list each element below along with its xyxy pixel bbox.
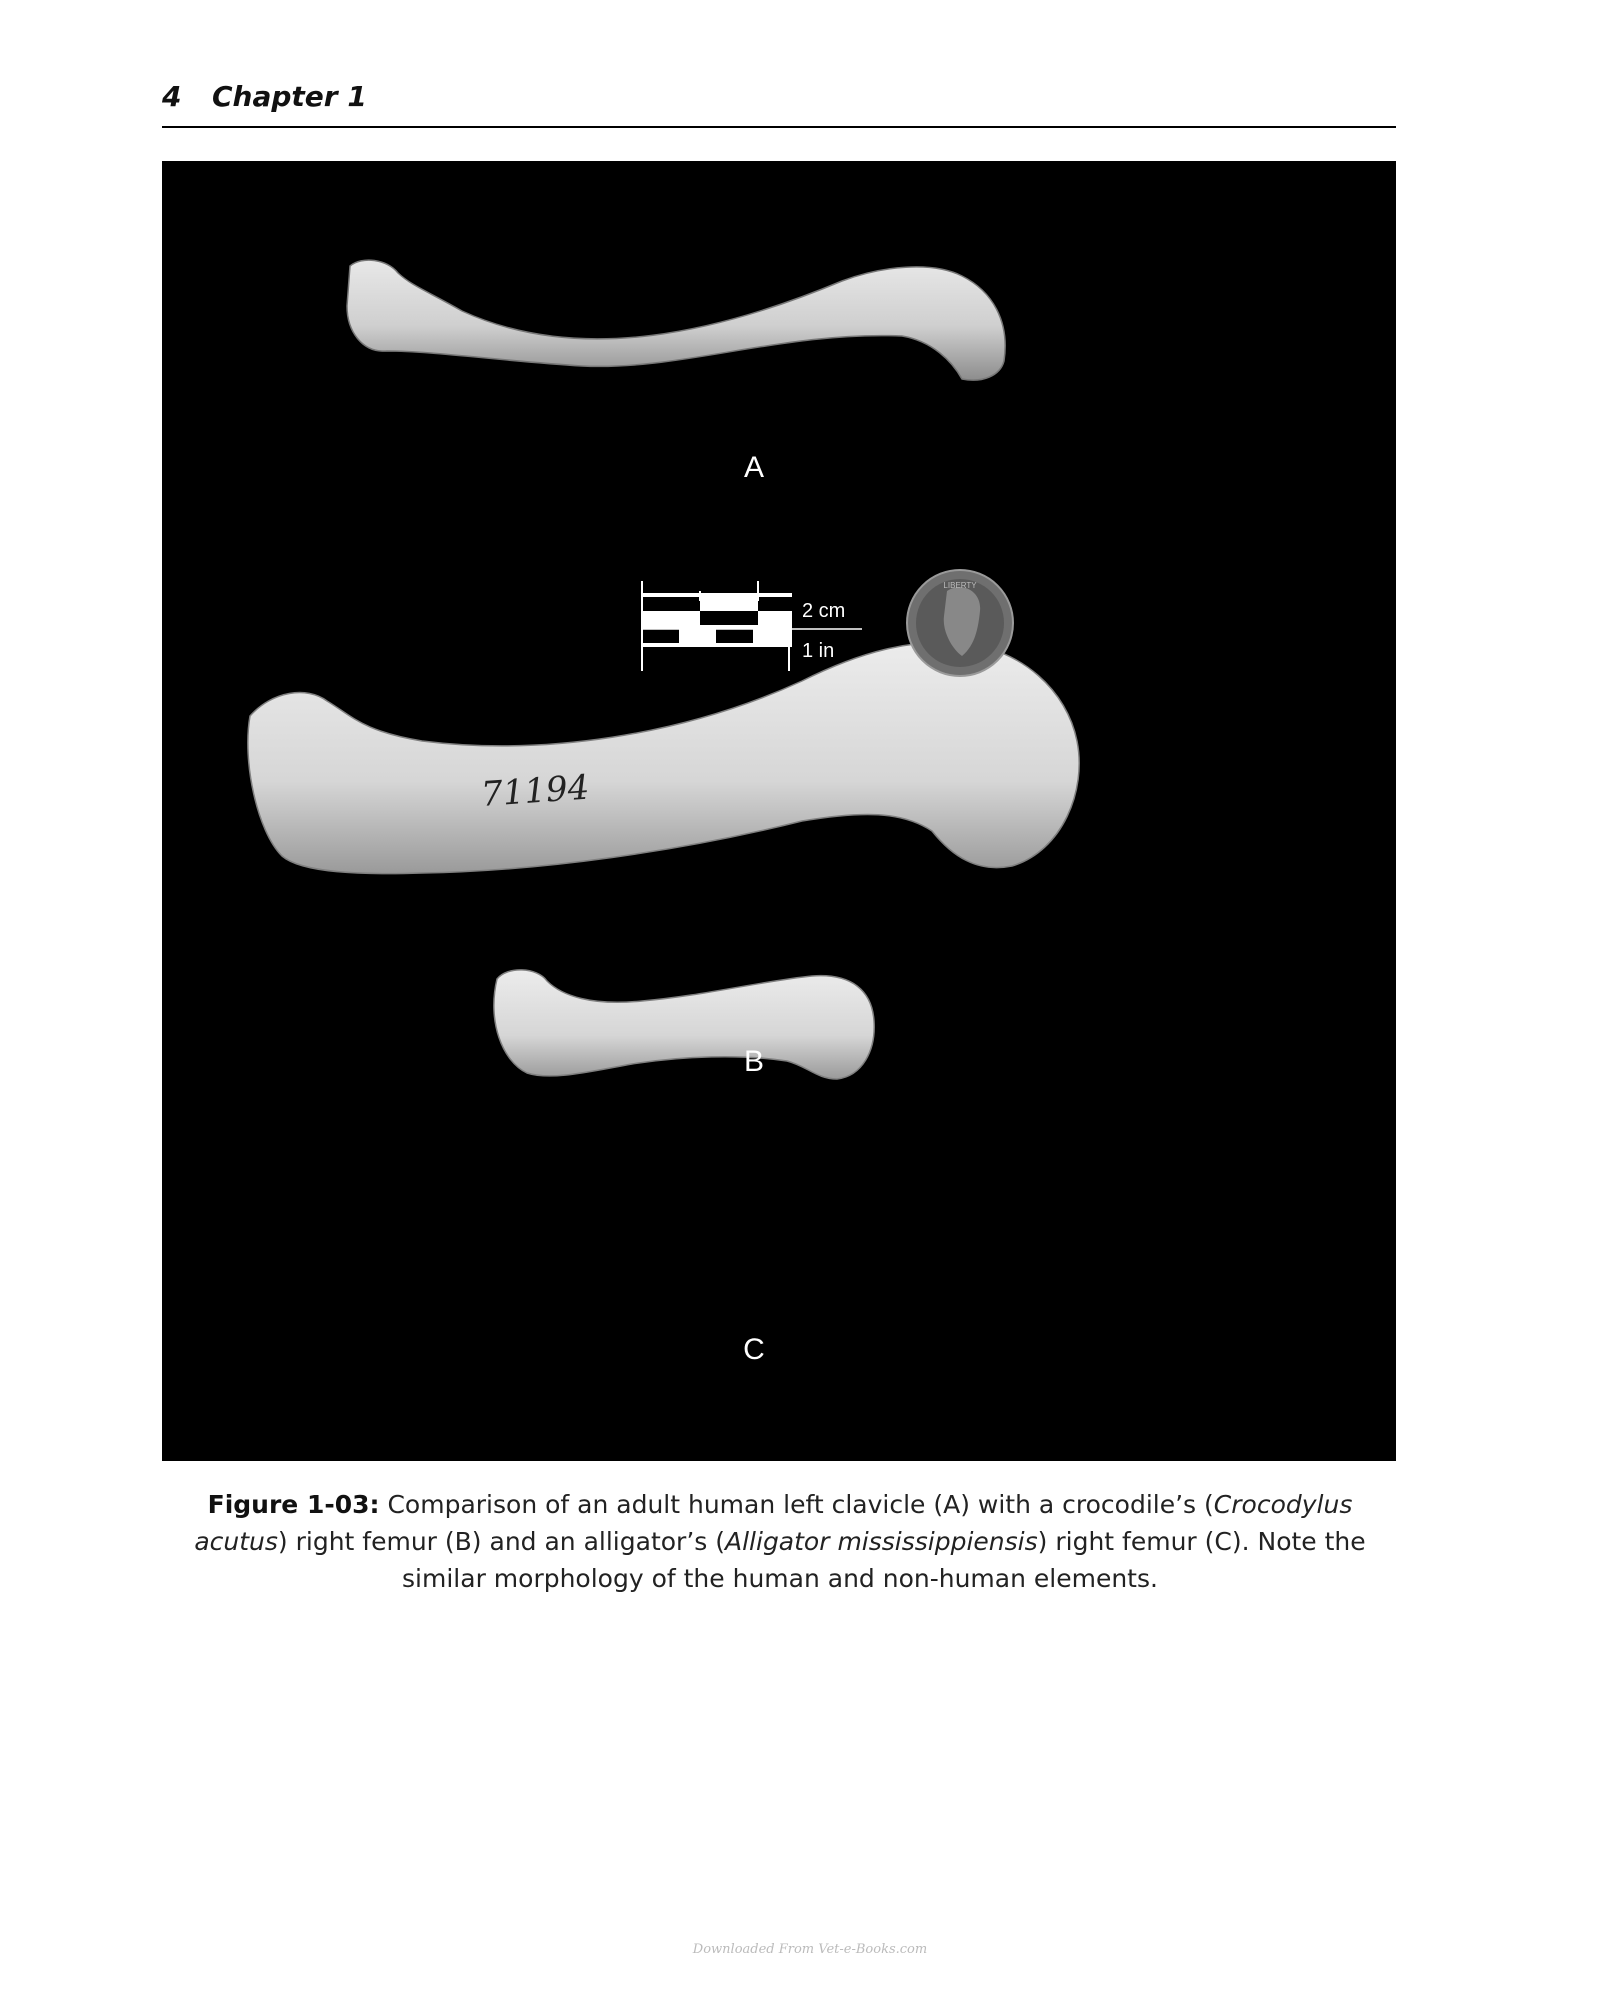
scale-in-label: 1 in bbox=[802, 640, 835, 662]
femur-bone-b bbox=[248, 642, 1079, 873]
caption-text-2: ) right femur (B) and an alligator’s ( bbox=[277, 1527, 725, 1556]
chapter-title: Chapter 1 bbox=[212, 80, 367, 113]
download-watermark: Downloaded From Vet-e-Books.com bbox=[692, 1942, 928, 1957]
caption-species-2: Alligator mississippiensis bbox=[725, 1527, 1038, 1556]
figure-photo bbox=[162, 161, 1396, 1461]
coin-inscription: LIBERTY bbox=[943, 581, 977, 590]
scale-cm-label: 2 cm bbox=[802, 600, 846, 622]
running-head bbox=[162, 74, 1396, 128]
clavicle-bone-a bbox=[347, 260, 1005, 380]
specimen-number: 71194 bbox=[479, 767, 591, 815]
label-c: C bbox=[743, 1333, 765, 1366]
caption-species-1: Crocodylus acutus bbox=[194, 1490, 1353, 1556]
page-number: 4 bbox=[162, 80, 182, 113]
caption-text-1: Comparison of an adult human left clavicle (A) with a crocodile’s ( bbox=[379, 1490, 1214, 1519]
label-b: B bbox=[743, 1045, 765, 1078]
figure-label: Figure 1-03: bbox=[207, 1490, 380, 1519]
femur-bone-c bbox=[494, 970, 874, 1079]
coin bbox=[907, 570, 1013, 676]
figure-illustration bbox=[162, 161, 1396, 1461]
scale-bar bbox=[642, 581, 862, 671]
label-a: A bbox=[743, 451, 765, 484]
caption-text-3: ) right femur (C). Note the similar morphology of the human and non-human elements. bbox=[402, 1527, 1366, 1593]
figure-caption bbox=[160, 1486, 1400, 1597]
